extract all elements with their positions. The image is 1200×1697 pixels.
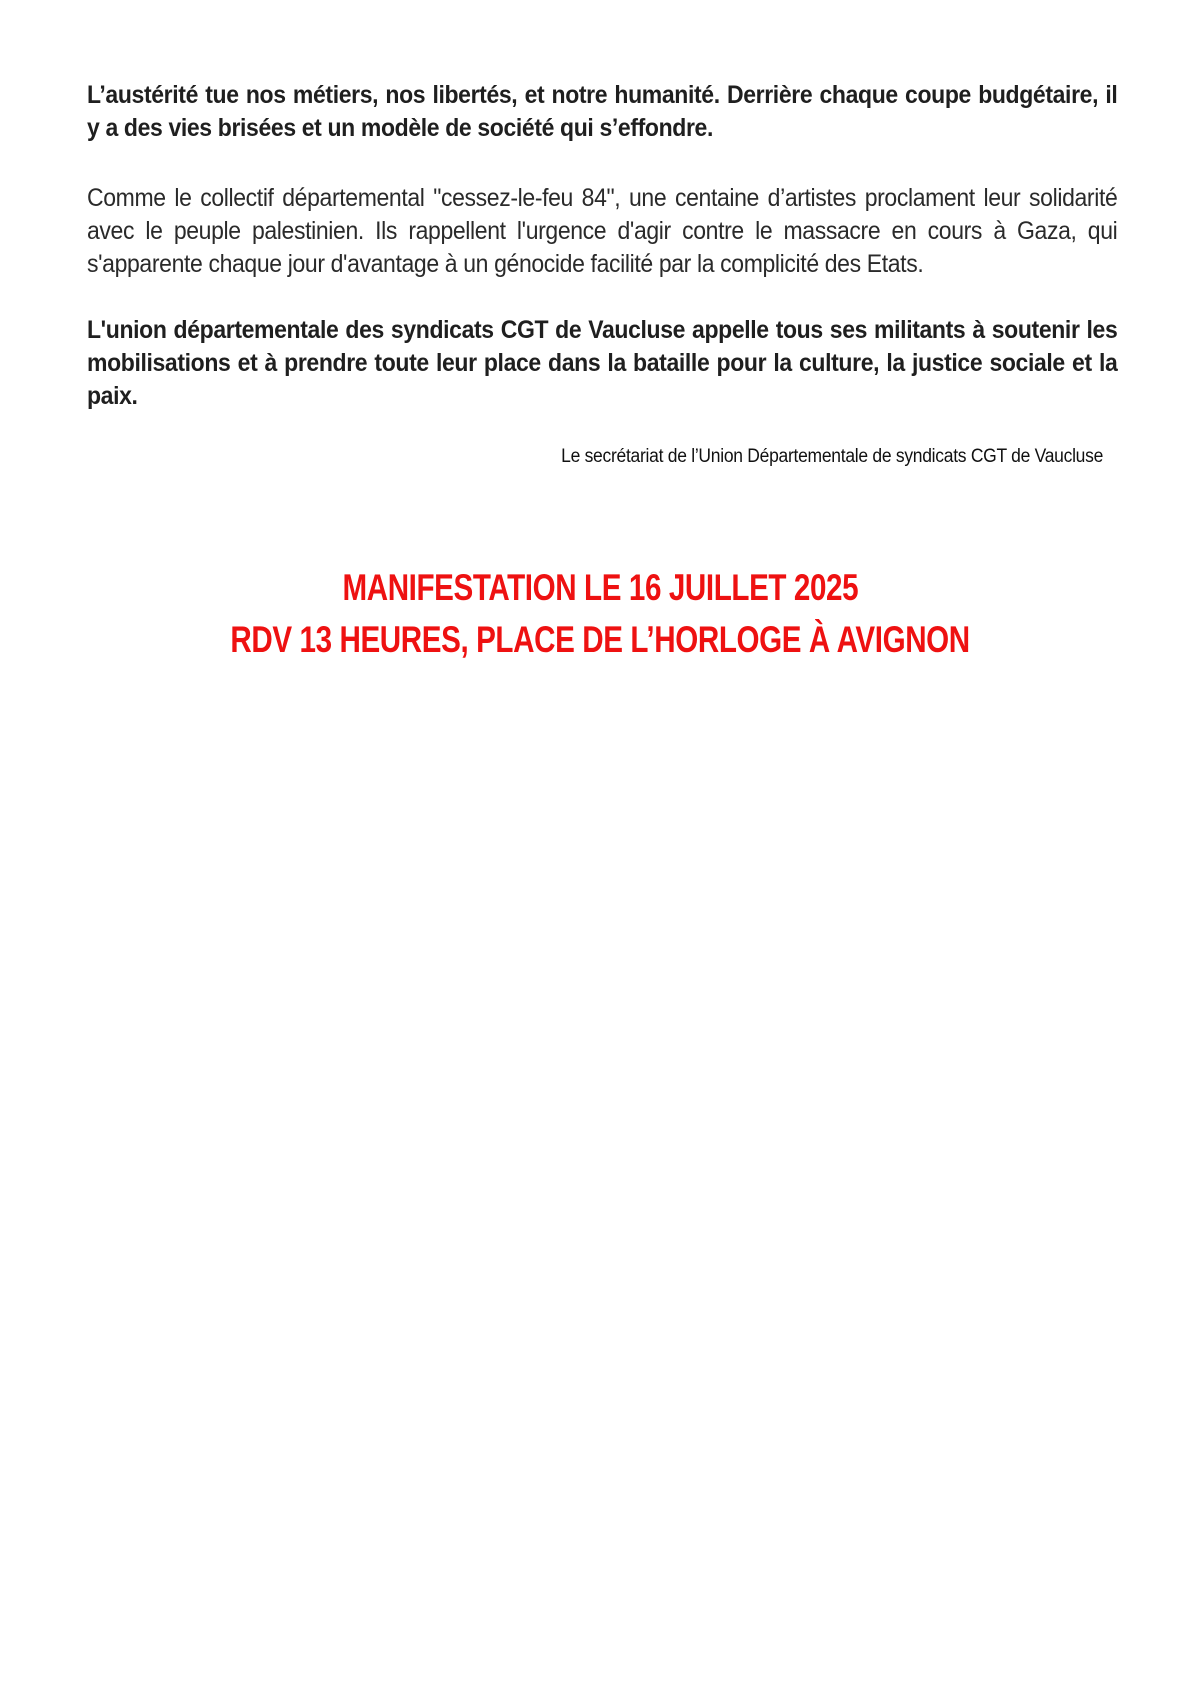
paragraph-call-to-action: L'union départementale des syndicats CGT de Vaucluse appelle tous ses militants à soutenir les mobilisations et à prendre toute leur place dans la bataille pour la culture, la justice sociale et la paix. bbox=[87, 316, 1118, 410]
callout-location-text: RDV 13 HEURES, PLACE DE L’HORLOGE À AVIGNON bbox=[230, 619, 970, 660]
paragraph-solidarity: Comme le collectif départemental "cessez-le-feu 84", une centaine d’artistes proclament leur solidarité avec le peuple palestinien. Ils rappellent l'urgence d'agir contre le massacre en cours à Gaza, qui s'apparente chaque jour d'avantage à un génocide facilité par la complicité des Etats. bbox=[87, 184, 1118, 278]
callout-date bbox=[0, 563, 1200, 613]
callout-location bbox=[0, 615, 1200, 665]
signature: Le secrétariat de l’Union Départementale de syndicats CGT de Vaucluse bbox=[561, 446, 1103, 467]
paragraph-austerity: L’austérité tue nos métiers, nos libertés, et notre humanité. Derrière chaque coupe budgétaire, il y a des vies brisées et un modèle de société qui s’effondre. bbox=[87, 81, 1118, 142]
callout-date-text: MANIFESTATION LE 16 JUILLET 2025 bbox=[342, 567, 858, 608]
